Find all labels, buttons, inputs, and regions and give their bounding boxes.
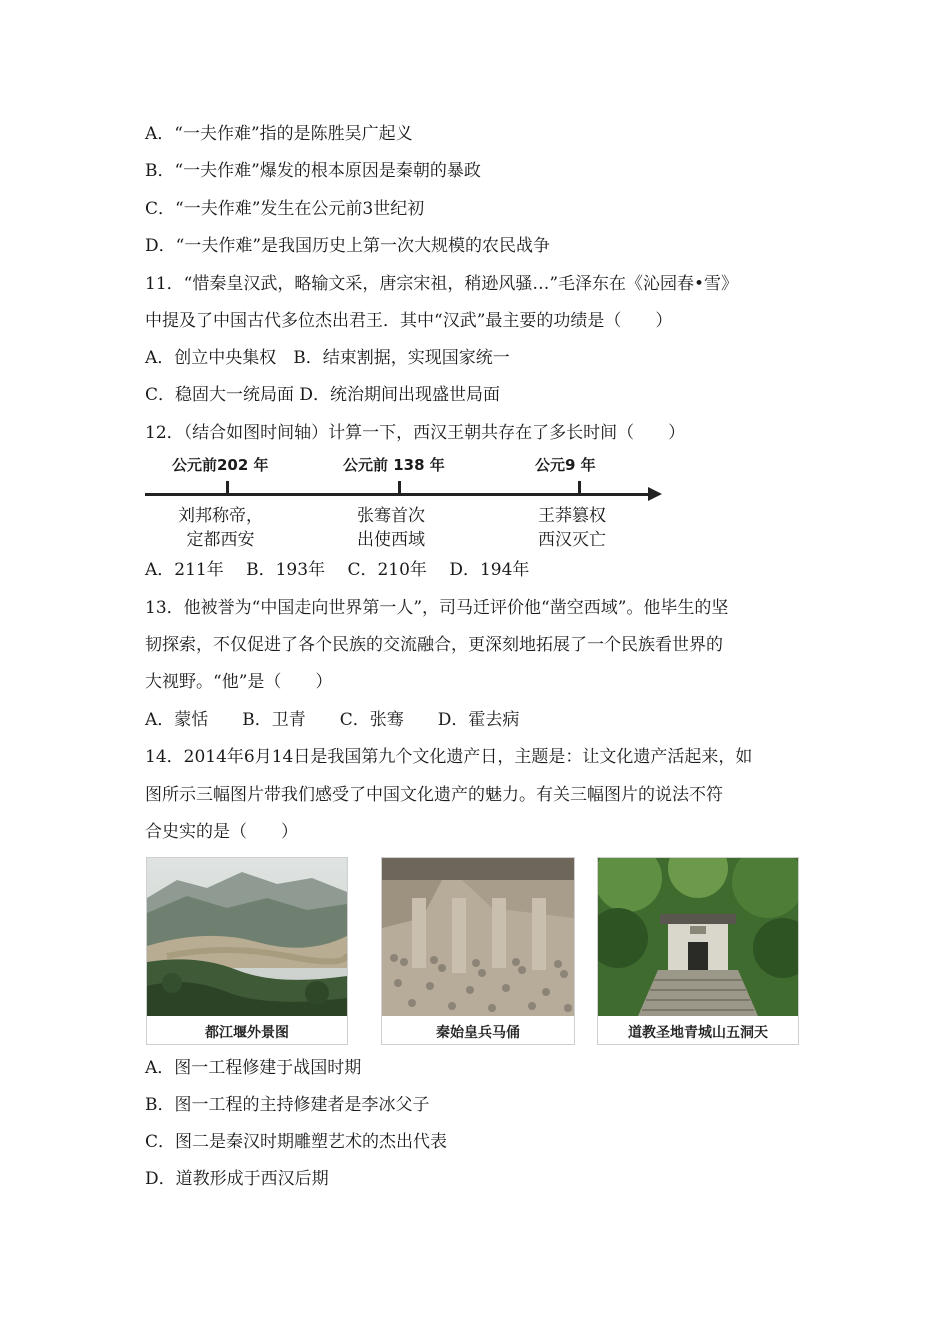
timeline-event-3 [538,504,606,552]
timeline-date-3: 公元9 年 [535,456,596,474]
timeline-event-2-line2: 出使西域 [357,530,425,550]
q14-stem-line1: 14．2014年6月14日是我国第九个文化遗产日，主题是：让文化遗产活起来，如 [145,747,753,767]
q13-stem-line3: 大视野。“他”是（ ） [145,672,333,692]
timeline-arrowhead [648,487,662,501]
terracotta-warriors-image [382,858,574,1016]
q14-option-a: A．图一工程修建于战国时期 [145,1058,362,1078]
timeline-event-1 [178,504,263,552]
q11-stem-line1: 11．“惜秦皇汉武，略输文采，唐宗宋祖，稍逊风骚…”毛泽东在《沁园春•雪》 [145,274,739,294]
q11-options-line1: A．创立中央集权 B．结束割据，实现国家统一 [145,348,510,368]
timeline-date-2: 公元前 138 年 [343,456,445,474]
timeline-tick-3 [578,481,581,495]
q10-option-a: A．“一夫作难”指的是陈胜吴广起义 [145,124,413,144]
qingcheng-mountain-image [598,858,798,1016]
photo-terracotta-caption: 秦始皇兵马俑 [436,1025,520,1041]
photo-dujiangyan [146,857,348,1045]
timeline-tick-2 [398,481,401,495]
q14-stem-line3: 合史实的是（ ） [145,822,298,842]
timeline-date-1: 公元前202 年 [172,456,269,474]
q10-option-d: D．“一夫作难”是我国历史上第一次大规模的农民战争 [145,236,551,256]
dujiangyan-landscape-image [147,858,347,1016]
photo-qingcheng-caption: 道教圣地青城山五洞天 [628,1025,768,1041]
q10-option-c: C．“一夫作难”发生在公元前3世纪初 [145,199,425,219]
q14-stem-line2: 图所示三幅图片带我们感受了中国文化遗产的魅力。有关三幅图片的说法不符 [145,785,723,805]
timeline-event-1-line2: 定都西安 [186,530,255,550]
photo-dujiangyan-caption: 都江堰外景图 [205,1025,289,1041]
q12-stem: 12．（结合如图时间轴）计算一下，西汉王朝共存在了多长时间（ ） [145,423,686,443]
q14-option-c: C．图二是秦汉时期雕塑艺术的杰出代表 [145,1132,448,1152]
timeline-event-2-line1: 张骞首次 [357,506,425,526]
q10-option-b: B．“一夫作难”爆发的根本原因是秦朝的暴政 [145,161,481,181]
q11-options-line2: C．稳固大一统局面 D．统治期间出现盛世局面 [145,385,501,405]
timeline-event-3-line1: 王莽篡权 [538,506,606,526]
photo-qingcheng-mountain [597,857,799,1045]
q14-option-d: D．道教形成于西汉后期 [145,1169,329,1189]
timeline-tick-1 [226,481,229,495]
q12-options: A．211年 B．193年 C．210年 D．194年 [145,560,530,580]
q14-option-b: B．图一工程的主持修建者是李冰父子 [145,1095,430,1115]
timeline-event-1-line1: 刘邦称帝， [178,506,263,526]
q13-stem-line2: 韧探索，不仅促进了各个民族的交流融合，更深刻地拓展了一个民族看世界的 [145,635,723,655]
q12-timeline [145,448,675,558]
timeline-event-3-line2: 西汉灭亡 [538,530,606,550]
q13-stem-line1: 13．他被誉为“中国走向世界第一人”，司马迁评价他“凿空西域”。他毕生的坚 [145,598,729,618]
photo-terracotta-army [381,857,575,1045]
q13-options: A．蒙恬 B．卫青 C．张骞 D．霍去病 [145,710,520,730]
q11-stem-line2: 中提及了中国古代多位杰出君王．其中“汉武”最主要的功绩是（ ） [145,311,673,331]
timeline-event-2 [357,504,425,552]
